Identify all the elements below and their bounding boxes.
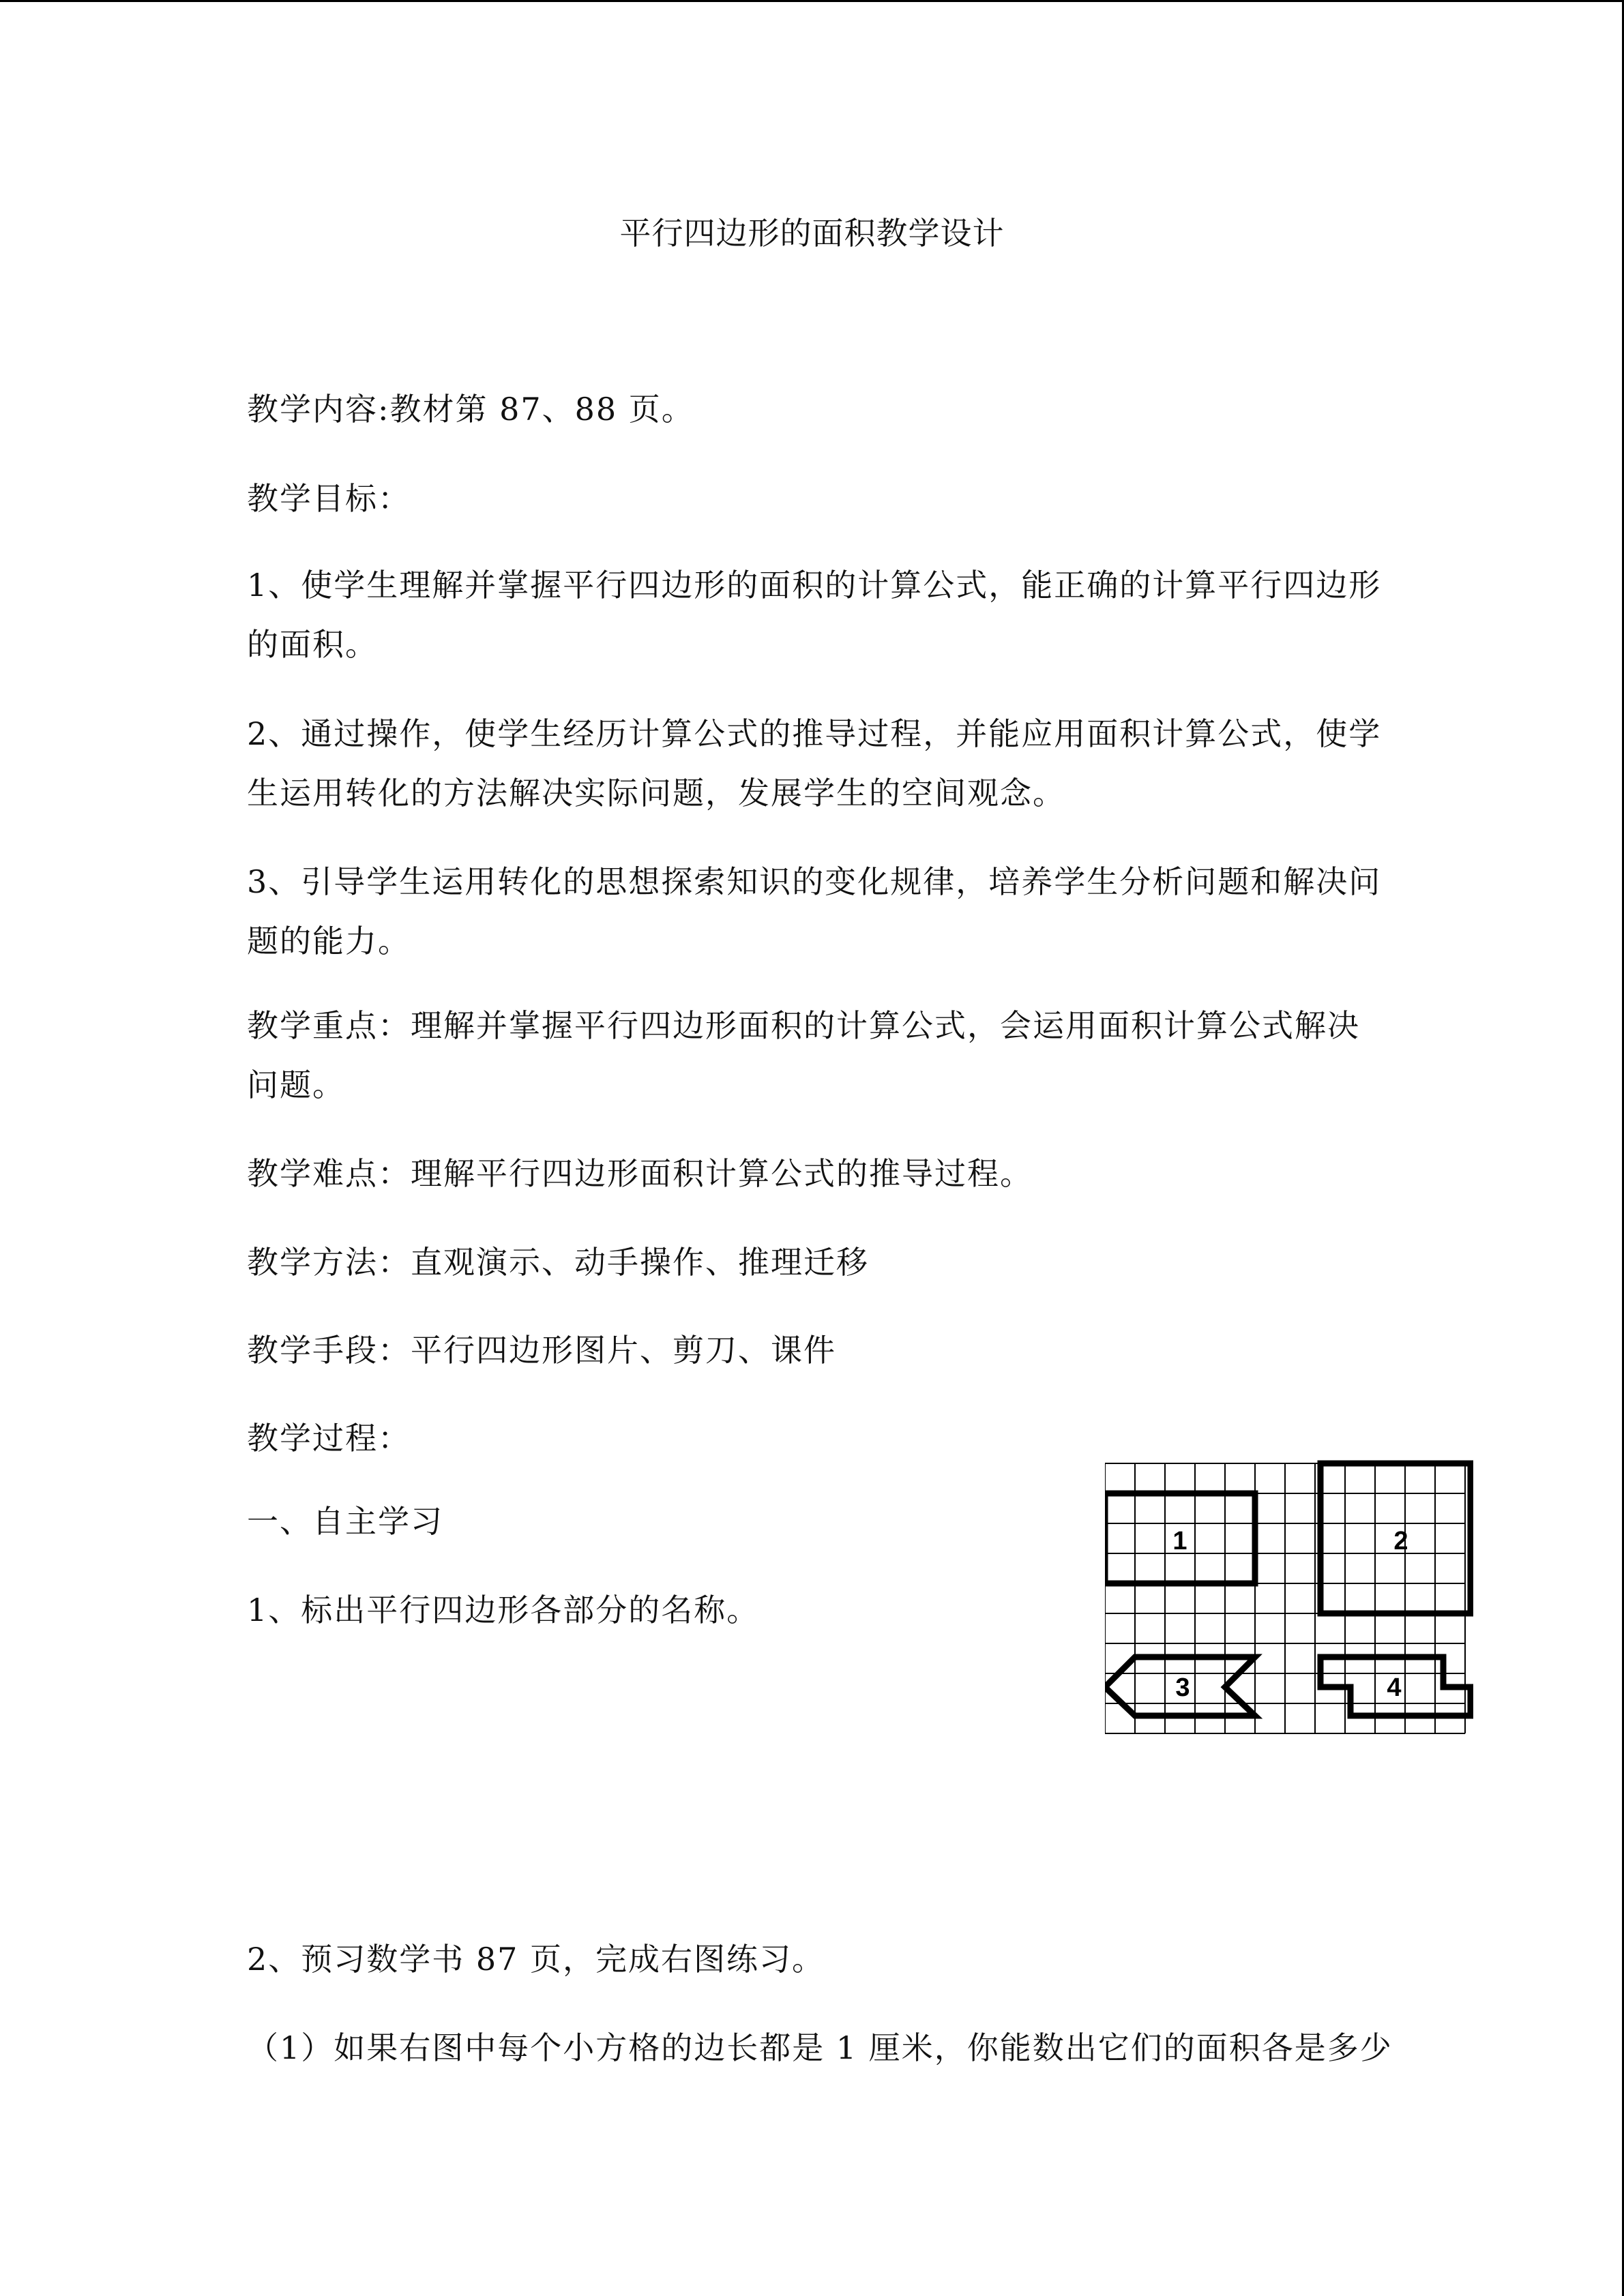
objectives-heading: 教学目标： xyxy=(247,480,411,517)
shape-label-2: 2 xyxy=(1393,1527,1408,1555)
objective-1-line1: 1、使学生理解并掌握平行四边形的面积的计算公式，能正确的计算平行四边形 xyxy=(247,567,1382,603)
process-heading: 教学过程： xyxy=(247,1420,411,1457)
step-1-line: 1、标出平行四边形各部分的名称。 xyxy=(247,1592,760,1628)
content-line: 教学内容:教材第 87、88 页。 xyxy=(247,391,694,428)
difficulty-line: 教学难点：理解平行四边形面积计算公式的推导过程。 xyxy=(247,1155,1033,1192)
objective-1-line2: 的面积。 xyxy=(247,626,378,663)
key-point-line1: 教学重点：理解并掌握平行四边形面积的计算公式，会运用面积计算公式解决 xyxy=(247,1007,1360,1044)
shape-label-1: 1 xyxy=(1172,1527,1187,1555)
page-title: 平行四边形的面积教学设计 xyxy=(619,215,1005,252)
section-1-heading: 一、自主学习 xyxy=(247,1503,443,1540)
grid-lines xyxy=(1105,1463,1465,1733)
objective-3-line2: 题的能力。 xyxy=(247,923,411,959)
grid-figure xyxy=(1105,1458,1473,1742)
method-line: 教学方法：直观演示、动手操作、推理迁移 xyxy=(247,1244,869,1281)
shape-label-4: 4 xyxy=(1387,1673,1402,1702)
step-2-line: 2、预习数学书 87 页，完成右图练习。 xyxy=(247,1941,825,1978)
objective-2-line2: 生运用转化的方法解决实际问题，发展学生的空间观念。 xyxy=(247,775,1065,811)
question-1-line: （1）如果右图中每个小方格的边长都是 1 厘米，你能数出它们的面积各是多少 xyxy=(247,2029,1393,2066)
top-border xyxy=(0,0,1624,2)
shape-label-3: 3 xyxy=(1175,1673,1190,1702)
objective-2-line1: 2、通过操作，使学生经历计算公式的推导过程，并能应用面积计算公式，使学 xyxy=(247,715,1382,752)
objective-3-line1: 3、引导学生运用转化的思想探索知识的变化规律，培养学生分析问题和解决问 xyxy=(247,863,1382,900)
key-point-line2: 问题。 xyxy=(247,1067,345,1103)
means-line: 教学手段：平行四边形图片、剪刀、课件 xyxy=(247,1332,836,1369)
